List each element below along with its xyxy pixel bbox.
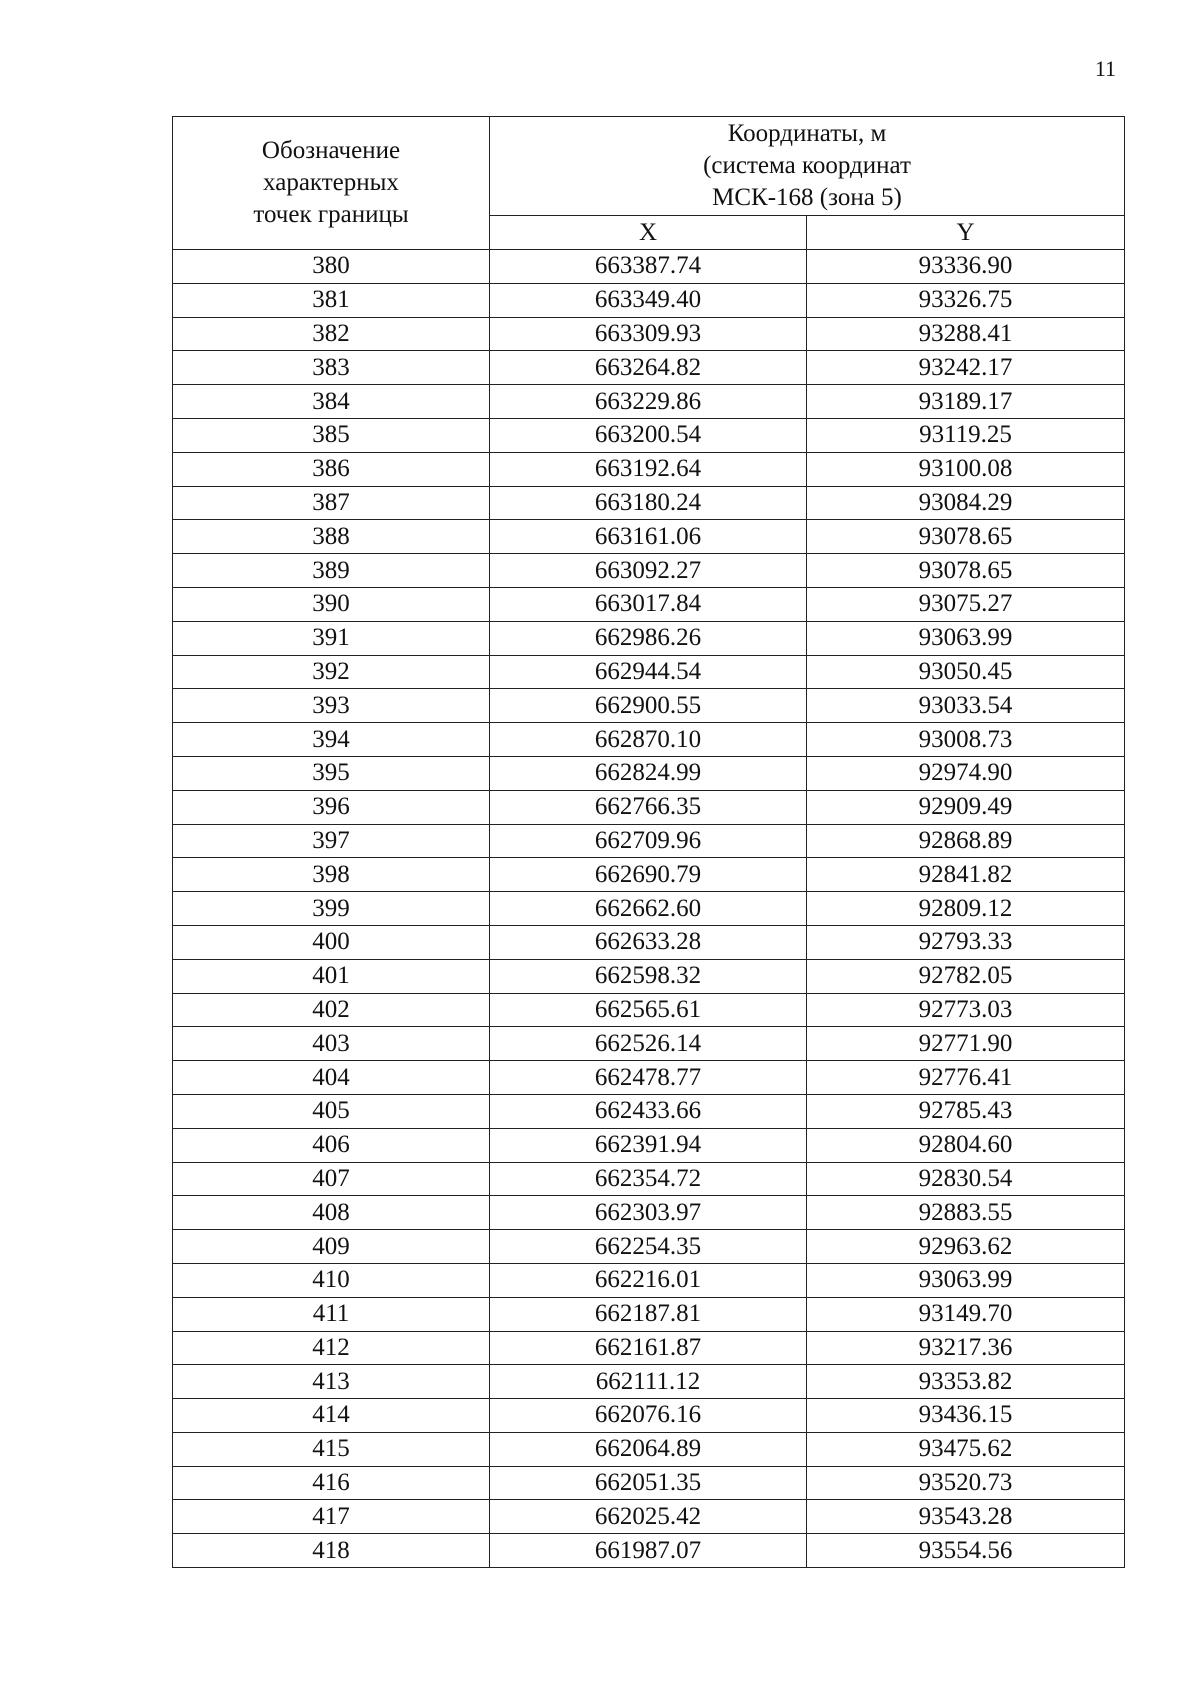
table-row bbox=[173, 824, 1125, 858]
table-row bbox=[173, 689, 1125, 723]
x-coordinate-cell: 662690.79 bbox=[490, 858, 807, 892]
y-coordinate-cell: 93242.17 bbox=[807, 351, 1125, 385]
point-cell: 409 bbox=[173, 1230, 490, 1264]
page-number: 11 bbox=[1094, 56, 1116, 81]
point-cell: 415 bbox=[173, 1432, 490, 1466]
x-coordinate-cell: 663387.74 bbox=[490, 250, 807, 284]
point-cell: 406 bbox=[173, 1128, 490, 1162]
y-coordinate-cell: 92785.43 bbox=[807, 1094, 1125, 1128]
x-coordinate-cell: 663180.24 bbox=[490, 486, 807, 520]
x-coordinate-cell: 662662.60 bbox=[490, 892, 807, 926]
x-coordinate-cell: 662870.10 bbox=[490, 723, 807, 757]
y-coordinate-cell: 93075.27 bbox=[807, 587, 1125, 621]
point-cell: 414 bbox=[173, 1399, 490, 1433]
table-row bbox=[173, 790, 1125, 824]
table-row bbox=[173, 1432, 1125, 1466]
table-row bbox=[173, 1500, 1125, 1534]
x-coordinate-cell: 662064.89 bbox=[490, 1432, 807, 1466]
point-cell: 381 bbox=[173, 283, 490, 317]
y-coordinate-cell: 93543.28 bbox=[807, 1500, 1125, 1534]
table-row bbox=[173, 1128, 1125, 1162]
x-coordinate-cell: 662354.72 bbox=[490, 1162, 807, 1196]
y-coordinate-cell: 93078.65 bbox=[807, 520, 1125, 554]
point-cell: 410 bbox=[173, 1263, 490, 1297]
y-coordinate-cell: 93554.56 bbox=[807, 1534, 1125, 1568]
y-coordinate-cell: 92773.03 bbox=[807, 993, 1125, 1027]
point-cell: 408 bbox=[173, 1196, 490, 1230]
y-coordinate-cell: 92868.89 bbox=[807, 824, 1125, 858]
coordinates-table bbox=[172, 116, 1125, 1568]
coordinates-header-line: (система координат bbox=[703, 152, 911, 179]
x-coordinate-cell: 662391.94 bbox=[490, 1128, 807, 1162]
table-row bbox=[173, 250, 1125, 284]
y-coordinate-cell: 93063.99 bbox=[807, 1263, 1125, 1297]
table-row bbox=[173, 1196, 1125, 1230]
table-row bbox=[173, 452, 1125, 486]
designation-header bbox=[173, 117, 490, 250]
y-coordinate-cell: 92841.82 bbox=[807, 858, 1125, 892]
x-coordinate-cell: 663200.54 bbox=[490, 418, 807, 452]
y-coordinate-cell: 92776.41 bbox=[807, 1061, 1125, 1095]
x-coordinate-cell: 662025.42 bbox=[490, 1500, 807, 1534]
x-coordinate-cell: 663229.86 bbox=[490, 385, 807, 419]
y-coordinate-cell: 93063.99 bbox=[807, 621, 1125, 655]
y-coordinate-cell: 93050.45 bbox=[807, 655, 1125, 689]
table-row bbox=[173, 1297, 1125, 1331]
y-coordinate-cell: 93119.25 bbox=[807, 418, 1125, 452]
x-coordinate-cell: 662303.97 bbox=[490, 1196, 807, 1230]
point-cell: 388 bbox=[173, 520, 490, 554]
x-coordinate-cell: 663161.06 bbox=[490, 520, 807, 554]
point-cell: 390 bbox=[173, 587, 490, 621]
y-coordinate-cell: 92771.90 bbox=[807, 1027, 1125, 1061]
point-cell: 405 bbox=[173, 1094, 490, 1128]
y-coordinate-cell: 92793.33 bbox=[807, 925, 1125, 959]
x-coordinate-cell: 662900.55 bbox=[490, 689, 807, 723]
y-coordinate-cell: 93078.65 bbox=[807, 554, 1125, 588]
point-cell: 391 bbox=[173, 621, 490, 655]
point-cell: 404 bbox=[173, 1061, 490, 1095]
table-row bbox=[173, 1162, 1125, 1196]
y-coordinate-cell: 92974.90 bbox=[807, 756, 1125, 790]
point-cell: 395 bbox=[173, 756, 490, 790]
x-coordinate-cell: 662433.66 bbox=[490, 1094, 807, 1128]
y-coordinate-cell: 93100.08 bbox=[807, 452, 1125, 486]
point-cell: 380 bbox=[173, 250, 490, 284]
table-row bbox=[173, 1331, 1125, 1365]
point-cell: 401 bbox=[173, 959, 490, 993]
table-row bbox=[173, 655, 1125, 689]
point-cell: 386 bbox=[173, 452, 490, 486]
table-row bbox=[173, 1230, 1125, 1264]
table-row bbox=[173, 351, 1125, 385]
coordinates-header bbox=[490, 117, 1125, 216]
point-cell: 416 bbox=[173, 1466, 490, 1500]
x-coordinate-cell: 662526.14 bbox=[490, 1027, 807, 1061]
table-row bbox=[173, 587, 1125, 621]
y-coordinate-cell: 93033.54 bbox=[807, 689, 1125, 723]
point-cell: 397 bbox=[173, 824, 490, 858]
point-cell: 396 bbox=[173, 790, 490, 824]
point-cell: 399 bbox=[173, 892, 490, 926]
coordinates-header-line: МСК-168 (зона 5) bbox=[712, 184, 902, 211]
table-row bbox=[173, 486, 1125, 520]
table-row bbox=[173, 1466, 1125, 1500]
y-coordinate-cell: 92782.05 bbox=[807, 959, 1125, 993]
y-coordinate-cell: 92883.55 bbox=[807, 1196, 1125, 1230]
y-coordinate-cell: 93326.75 bbox=[807, 283, 1125, 317]
table-row bbox=[173, 959, 1125, 993]
designation-header-line: характерных bbox=[263, 169, 399, 196]
point-cell: 394 bbox=[173, 723, 490, 757]
x-coordinate-cell: 662709.96 bbox=[490, 824, 807, 858]
table-row bbox=[173, 1094, 1125, 1128]
x-coordinate-cell: 662824.99 bbox=[490, 756, 807, 790]
table-row bbox=[173, 1027, 1125, 1061]
point-cell: 418 bbox=[173, 1534, 490, 1568]
y-coordinate-cell: 93436.15 bbox=[807, 1399, 1125, 1433]
point-cell: 402 bbox=[173, 993, 490, 1027]
table-row bbox=[173, 993, 1125, 1027]
point-cell: 384 bbox=[173, 385, 490, 419]
table-row bbox=[173, 858, 1125, 892]
table-row bbox=[173, 283, 1125, 317]
y-coordinate-cell: 93008.73 bbox=[807, 723, 1125, 757]
y-coordinate-cell: 93520.73 bbox=[807, 1466, 1125, 1500]
point-cell: 403 bbox=[173, 1027, 490, 1061]
x-coordinate-cell: 662766.35 bbox=[490, 790, 807, 824]
x-coordinate-cell: 662478.77 bbox=[490, 1061, 807, 1095]
table-body bbox=[173, 250, 1125, 1568]
point-cell: 413 bbox=[173, 1365, 490, 1399]
point-cell: 393 bbox=[173, 689, 490, 723]
point-cell: 417 bbox=[173, 1500, 490, 1534]
table-row bbox=[173, 1263, 1125, 1297]
y-coordinate-cell: 93336.90 bbox=[807, 250, 1125, 284]
y-coordinate-cell: 92804.60 bbox=[807, 1128, 1125, 1162]
y-coordinate-cell: 93084.29 bbox=[807, 486, 1125, 520]
x-coordinate-cell: 663309.93 bbox=[490, 317, 807, 351]
designation-header-line: точек границы bbox=[253, 201, 409, 228]
point-cell: 385 bbox=[173, 418, 490, 452]
y-coordinate-cell: 92809.12 bbox=[807, 892, 1125, 926]
table-row bbox=[173, 385, 1125, 419]
point-cell: 389 bbox=[173, 554, 490, 588]
x-coordinate-cell: 663192.64 bbox=[490, 452, 807, 486]
y-column-header: Y bbox=[807, 216, 1125, 250]
y-coordinate-cell: 93189.17 bbox=[807, 385, 1125, 419]
table-row bbox=[173, 621, 1125, 655]
point-cell: 400 bbox=[173, 925, 490, 959]
x-coordinate-cell: 662633.28 bbox=[490, 925, 807, 959]
x-coordinate-cell: 663264.82 bbox=[490, 351, 807, 385]
table-row bbox=[173, 1399, 1125, 1433]
table-row bbox=[173, 892, 1125, 926]
x-coordinate-cell: 662187.81 bbox=[490, 1297, 807, 1331]
x-coordinate-cell: 662051.35 bbox=[490, 1466, 807, 1500]
y-coordinate-cell: 93288.41 bbox=[807, 317, 1125, 351]
table-row bbox=[173, 317, 1125, 351]
table-header bbox=[173, 117, 1125, 250]
point-cell: 383 bbox=[173, 351, 490, 385]
table-row bbox=[173, 520, 1125, 554]
y-coordinate-cell: 92963.62 bbox=[807, 1230, 1125, 1264]
table-row bbox=[173, 925, 1125, 959]
point-cell: 392 bbox=[173, 655, 490, 689]
x-coordinate-cell: 663092.27 bbox=[490, 554, 807, 588]
x-coordinate-cell: 661987.07 bbox=[490, 1534, 807, 1568]
table-row bbox=[173, 723, 1125, 757]
y-coordinate-cell: 93217.36 bbox=[807, 1331, 1125, 1365]
y-coordinate-cell: 92830.54 bbox=[807, 1162, 1125, 1196]
x-coordinate-cell: 662565.61 bbox=[490, 993, 807, 1027]
table-row bbox=[173, 418, 1125, 452]
table-row bbox=[173, 554, 1125, 588]
y-coordinate-cell: 93475.62 bbox=[807, 1432, 1125, 1466]
x-coordinate-cell: 662076.16 bbox=[490, 1399, 807, 1433]
x-coordinate-cell: 662598.32 bbox=[490, 959, 807, 993]
point-cell: 398 bbox=[173, 858, 490, 892]
point-cell: 412 bbox=[173, 1331, 490, 1365]
y-coordinate-cell: 93149.70 bbox=[807, 1297, 1125, 1331]
x-coordinate-cell: 662944.54 bbox=[490, 655, 807, 689]
x-coordinate-cell: 663349.40 bbox=[490, 283, 807, 317]
point-cell: 407 bbox=[173, 1162, 490, 1196]
y-coordinate-cell: 93353.82 bbox=[807, 1365, 1125, 1399]
x-coordinate-cell: 662216.01 bbox=[490, 1263, 807, 1297]
coordinates-header-line: Координаты, м bbox=[727, 120, 887, 147]
designation-header-line: Обозначение bbox=[261, 137, 401, 164]
point-cell: 411 bbox=[173, 1297, 490, 1331]
point-cell: 382 bbox=[173, 317, 490, 351]
x-coordinate-cell: 662111.12 bbox=[490, 1365, 807, 1399]
table-row bbox=[173, 1061, 1125, 1095]
x-coordinate-cell: 662986.26 bbox=[490, 621, 807, 655]
x-coordinate-cell: 662161.87 bbox=[490, 1331, 807, 1365]
table-row bbox=[173, 756, 1125, 790]
point-cell: 387 bbox=[173, 486, 490, 520]
x-coordinate-cell: 663017.84 bbox=[490, 587, 807, 621]
table-row bbox=[173, 1365, 1125, 1399]
y-coordinate-cell: 92909.49 bbox=[807, 790, 1125, 824]
x-coordinate-cell: 662254.35 bbox=[490, 1230, 807, 1264]
x-column-header: X bbox=[490, 216, 807, 250]
table-row bbox=[173, 1534, 1125, 1568]
